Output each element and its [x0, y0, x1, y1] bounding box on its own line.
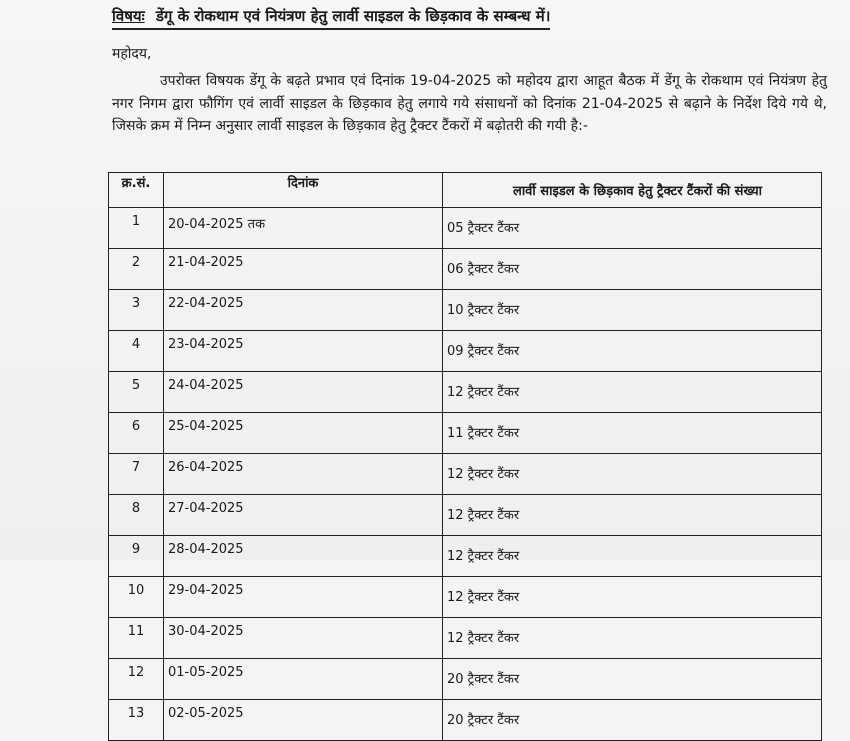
table-row: [109, 618, 822, 659]
header-tanker-count: लार्वी साइडल के छिड़काव हेतु ट्रैक्टर टैंकरों की संख्या: [443, 173, 822, 208]
cell-date: 21-04-2025: [164, 249, 443, 290]
table-row: [109, 249, 822, 290]
cell-date: 02-05-2025: [164, 700, 443, 741]
table-row: [109, 372, 822, 413]
cell-date: 29-04-2025: [164, 577, 443, 618]
cell-tanker-count: 10 ट्रैक्टर टैंकर: [443, 290, 822, 331]
subject-line: [112, 6, 550, 30]
table-row: [109, 290, 822, 331]
cell-date: 24-04-2025: [164, 372, 443, 413]
subject-text: डेंगू के रोकथाम एवं नियंत्रण हेतु लार्वी साइडल के छिड़काव के सम्बन्ध में।: [155, 7, 551, 25]
cell-tanker-count: 12 ट्रैक्टर टैंकर: [443, 495, 822, 536]
cell-date: 27-04-2025: [164, 495, 443, 536]
tanker-table: [108, 172, 822, 741]
cell-tanker-count: 12 ट्रैक्टर टैंकर: [443, 536, 822, 577]
cell-date: 25-04-2025: [164, 413, 443, 454]
cell-serial: 3: [109, 290, 164, 331]
table-row: [109, 454, 822, 495]
cell-serial: 4: [109, 331, 164, 372]
cell-serial: 1: [109, 208, 164, 249]
subject-label: विषयः: [112, 7, 145, 25]
cell-tanker-count: 09 ट्रैक्टर टैंकर: [443, 331, 822, 372]
cell-tanker-count: 12 ट्रैक्टर टैंकर: [443, 618, 822, 659]
paragraph-text: उपरोक्त विषयक डेंगू के बढ़ते प्रभाव एवं दिनांक 19-04-2025 को महोदय द्वारा आहूत बैठक में डेंगू के रोकथाम एवं नियंत्रण हेतु नगर निगम द्वारा फौगिंग एवं लार्वी साइडल के छिड़काव हेतु लगाये गये संसाधनों को दिनांक 21-04-2025 से बढ़ाने के निर्देश दिये गये थे, जिसके क्रम में निम्न अनुसार लार्वी साइडल के छिड़काव हेतु ट्रैक्टर टैंकरों में बढ़ोतरी की गयी है:-: [112, 73, 827, 134]
cell-serial: 10: [109, 577, 164, 618]
cell-serial: 12: [109, 659, 164, 700]
cell-date: 30-04-2025: [164, 618, 443, 659]
cell-tanker-count: 11 ट्रैक्टर टैंकर: [443, 413, 822, 454]
cell-serial: 5: [109, 372, 164, 413]
cell-tanker-count: 20 ट्रैक्टर टैंकर: [443, 659, 822, 700]
cell-tanker-count: 20 ट्रैक्टर टैंकर: [443, 700, 822, 741]
cell-date: 23-04-2025: [164, 331, 443, 372]
body-paragraph: [112, 70, 827, 138]
cell-tanker-count: 12 ट्रैक्टर टैंकर: [443, 372, 822, 413]
table-header-row: [109, 173, 822, 208]
table-body: [109, 208, 822, 741]
table-row: [109, 577, 822, 618]
cell-serial: 2: [109, 249, 164, 290]
header-date: दिनांक: [164, 173, 443, 208]
cell-date: 01-05-2025: [164, 659, 443, 700]
cell-tanker-count: 06 ट्रैक्टर टैंकर: [443, 249, 822, 290]
cell-serial: 11: [109, 618, 164, 659]
header-serial: क्र.सं.: [109, 173, 164, 208]
cell-date: 28-04-2025: [164, 536, 443, 577]
cell-date: 26-04-2025: [164, 454, 443, 495]
table-row: [109, 331, 822, 372]
cell-date: 22-04-2025: [164, 290, 443, 331]
cell-date: 20-04-2025 तक: [164, 208, 443, 249]
table-row: [109, 700, 822, 741]
salutation: महोदय,: [112, 46, 152, 62]
cell-serial: 13: [109, 700, 164, 741]
cell-serial: 8: [109, 495, 164, 536]
table-row: [109, 208, 822, 249]
cell-serial: 6: [109, 413, 164, 454]
cell-tanker-count: 12 ट्रैक्टर टैंकर: [443, 454, 822, 495]
cell-tanker-count: 12 ट्रैक्टर टैंकर: [443, 577, 822, 618]
table-row: [109, 413, 822, 454]
table-row: [109, 659, 822, 700]
cell-tanker-count: 05 ट्रैक्टर टैंकर: [443, 208, 822, 249]
cell-serial: 7: [109, 454, 164, 495]
cell-serial: 9: [109, 536, 164, 577]
table-row: [109, 495, 822, 536]
table-row: [109, 536, 822, 577]
